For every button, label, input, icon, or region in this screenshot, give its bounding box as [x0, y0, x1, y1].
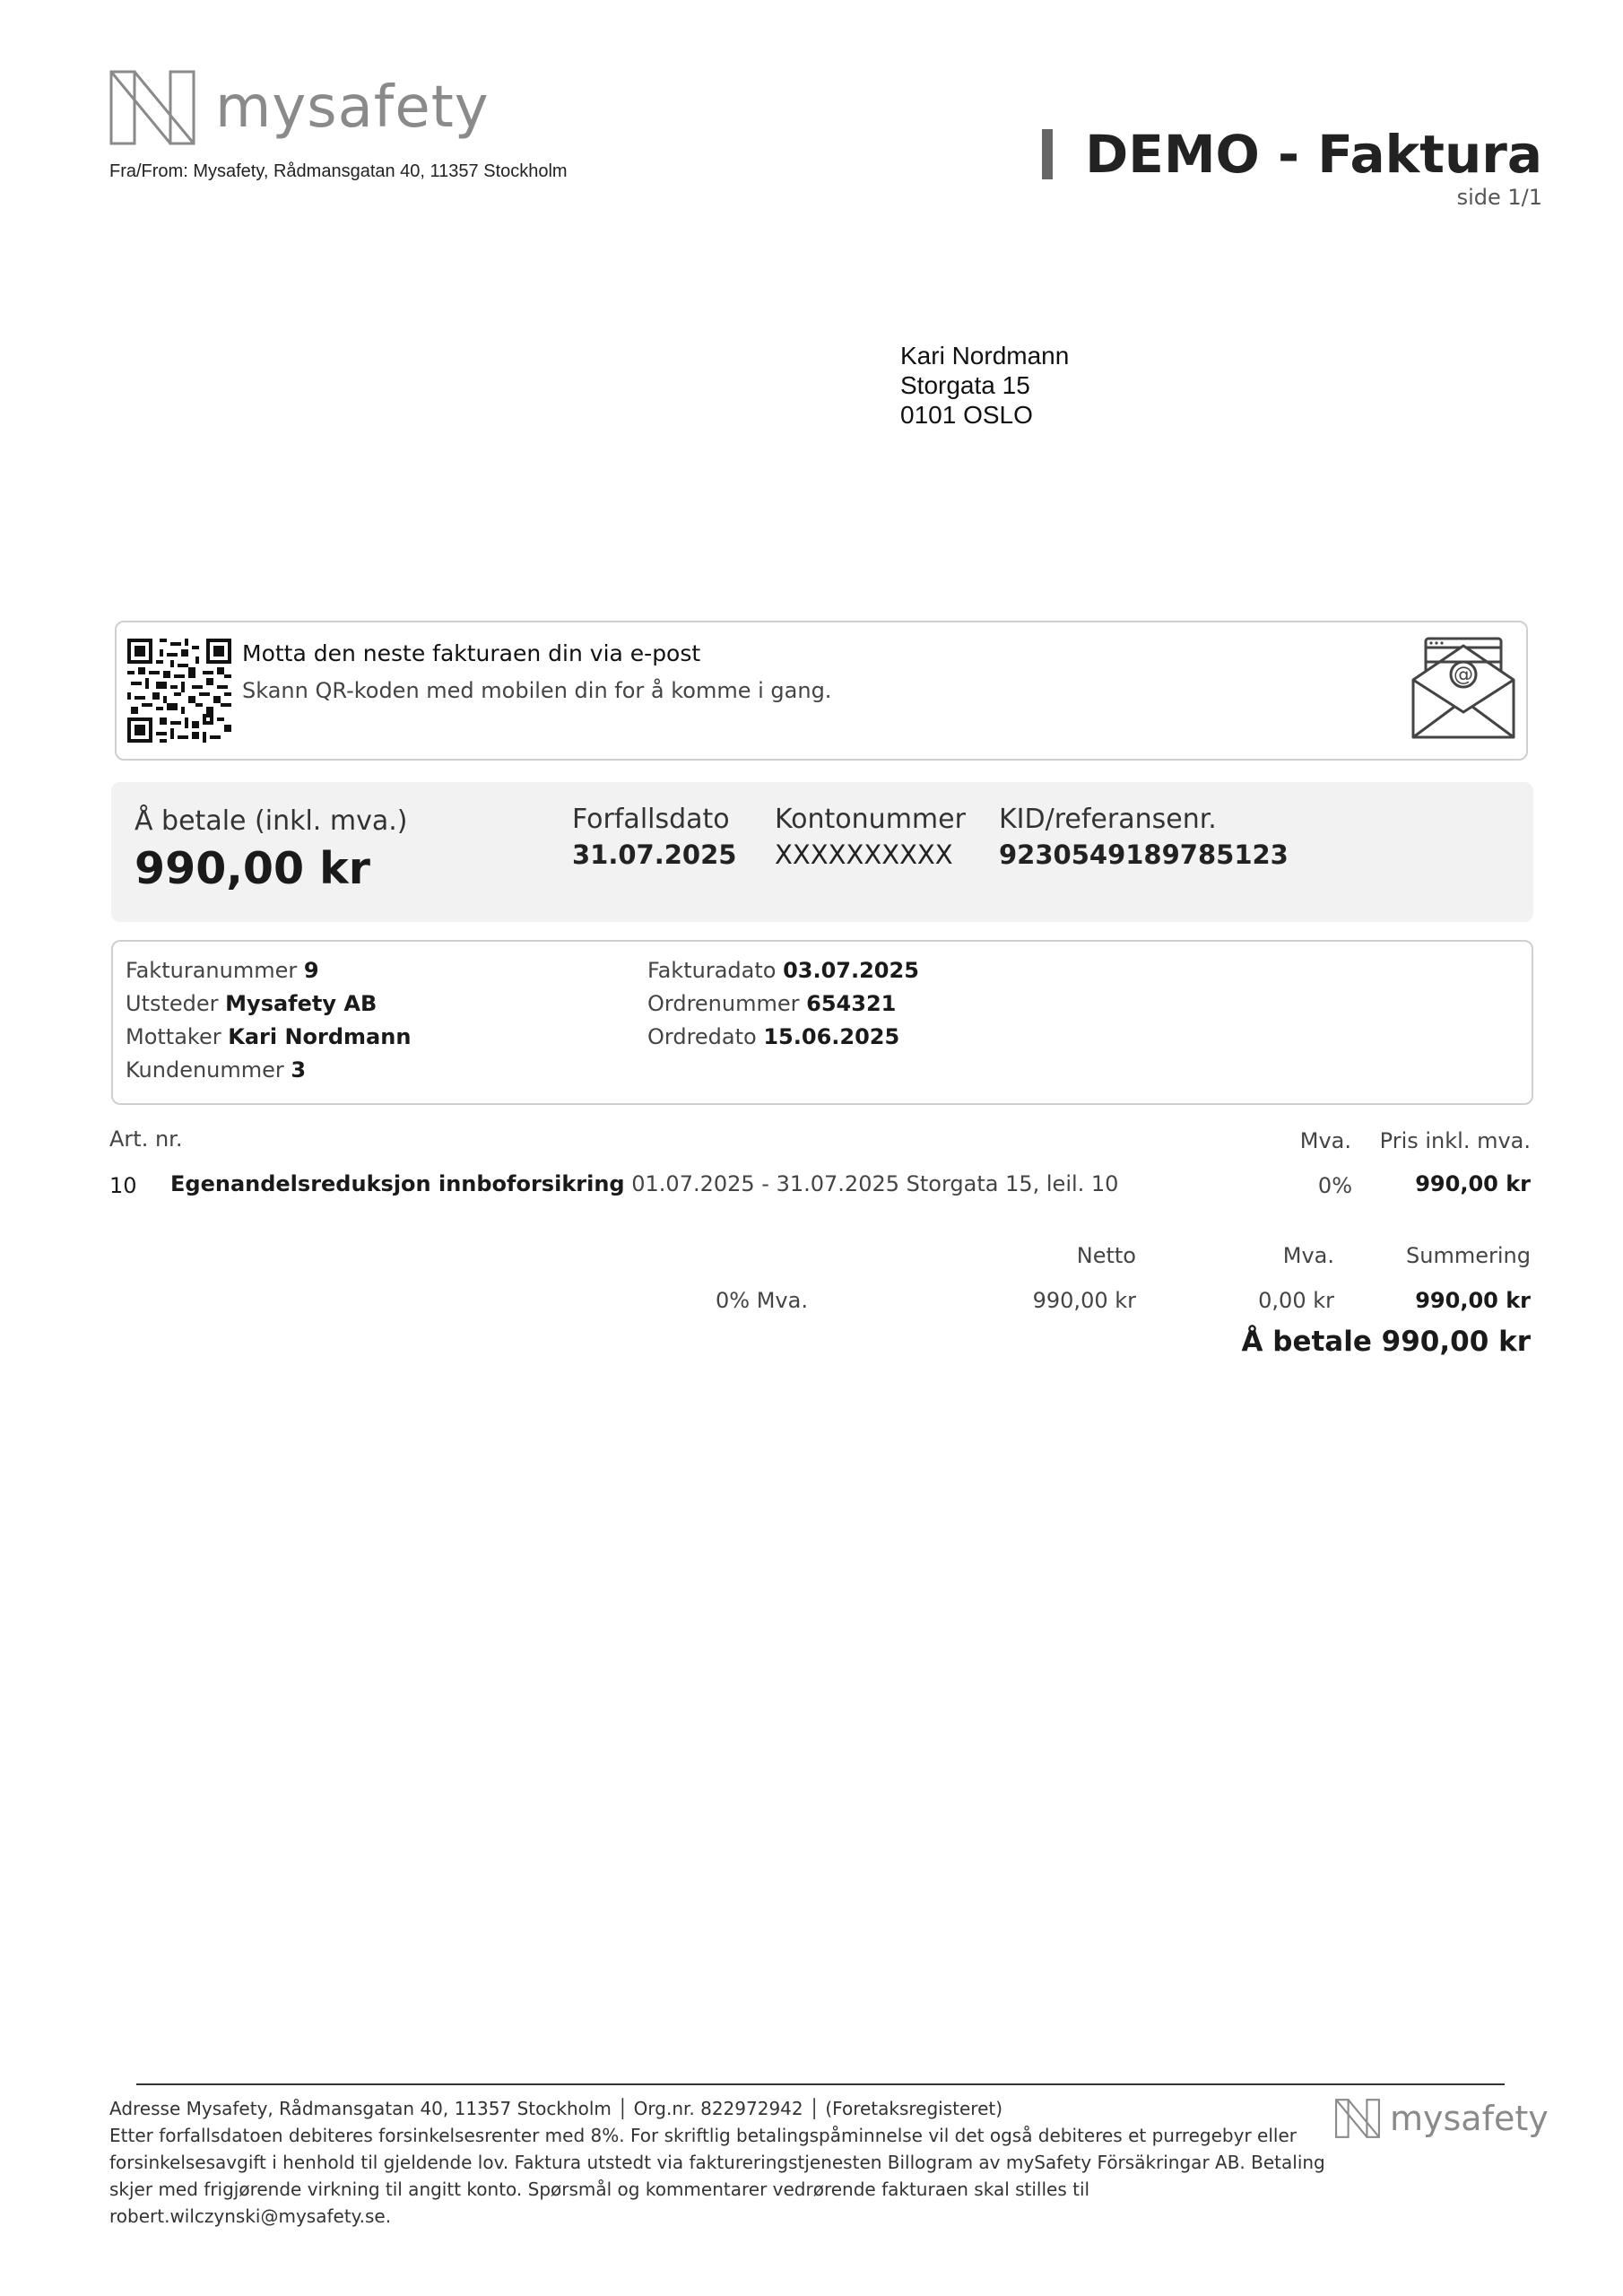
- invoice-number-row: [126, 958, 319, 983]
- payment-summary: [111, 782, 1533, 922]
- footer-text: [109, 2095, 1329, 2230]
- summary-net: 990,00 kr: [1032, 1288, 1136, 1313]
- customer-number: 3: [291, 1057, 307, 1083]
- col-header-art: Art. nr.: [109, 1126, 183, 1152]
- invoice-date: 03.07.2025: [783, 958, 919, 983]
- col-header-price: Pris inkl. mva.: [1379, 1128, 1531, 1153]
- invoice-number: 9: [303, 958, 319, 983]
- summary-vat: 0,00 kr: [1258, 1288, 1334, 1313]
- kid-label: KID/referansenr.: [999, 804, 1217, 835]
- footer-terms: Etter forfallsdatoen debiteres forsinkelsesrenter med 8%. For skriftlig betalingspåminnelse vil det også debiteres et purregebyr eller forsinkelsesavgift i henhold til gjeldende lov. Faktura utstedt via faktureringstjenesten Billogram av mySafety Försäkringar AB. Betaling skjer med frigjørende virkning til angitt konto. Spørsmål og kommentarer vedrørende fakturaen skal stilles til robert.wilczynski@mysafety.se.: [109, 2125, 1325, 2227]
- footer-divider: [136, 2083, 1505, 2085]
- line-description: [170, 1171, 1118, 1196]
- order-date: 15.06.2025: [763, 1024, 900, 1049]
- email-box-title: Motta den neste fakturaen din via e-post: [242, 640, 701, 666]
- receiver-row: [126, 1024, 411, 1049]
- issuer-label: Utsteder: [126, 991, 219, 1016]
- due-date-label: Forfallsdato: [572, 804, 730, 835]
- invoice-number-label: Fakturanummer: [126, 958, 298, 983]
- envelope-at-icon: [1410, 635, 1517, 741]
- recipient-city: 0101 OSLO: [900, 401, 1033, 429]
- summary-row-label: 0% Mva.: [716, 1288, 808, 1313]
- due-date: 31.07.2025: [572, 839, 737, 870]
- logo: [108, 68, 490, 147]
- summary-sum: 990,00 kr: [1415, 1288, 1531, 1313]
- invoice-date-row: [647, 958, 919, 983]
- summary-header-net: Netto: [1076, 1243, 1136, 1268]
- invoice-date-label: Fakturadato: [647, 958, 777, 983]
- customer-number-row: [126, 1057, 306, 1083]
- line-vat: 0%: [1317, 1173, 1352, 1198]
- issuer: Mysafety AB: [225, 991, 378, 1016]
- email-box-subtitle: Skann QR-koden med mobilen din for å komme i gang.: [242, 678, 832, 703]
- customer-number-label: Kundenummer: [126, 1057, 284, 1083]
- page-title: [1042, 124, 1542, 185]
- qr-code-icon: [127, 639, 231, 743]
- receiver-label: Mottaker: [126, 1024, 221, 1049]
- total-to-pay: Å betale 990,00 kr: [1241, 1326, 1531, 1358]
- order-date-row: [647, 1024, 899, 1049]
- line-product-name: Egenandelsreduksjon innboforsikring: [170, 1171, 625, 1196]
- footer-brand-name: mysafety: [1390, 2099, 1549, 2138]
- mysafety-logo-icon: [108, 68, 197, 147]
- mysafety-logo-icon: [1334, 2097, 1381, 2140]
- summary-header-vat: Mva.: [1282, 1243, 1334, 1268]
- recipient-name: Kari Nordmann: [900, 342, 1070, 370]
- account-label: Kontonummer: [775, 804, 966, 835]
- recipient-address: [900, 341, 1069, 430]
- footer-logo: [1334, 2097, 1549, 2140]
- account-number: XXXXXXXXXX: [775, 839, 953, 870]
- amount-due: 990,00 kr: [135, 843, 370, 894]
- summary-header-sum: Summering: [1406, 1243, 1531, 1268]
- title-bar: [1042, 129, 1053, 179]
- email-invoice-box: [115, 621, 1528, 761]
- page-number: side 1/1: [1456, 185, 1542, 210]
- kid-number: 9230549189785123: [999, 839, 1289, 870]
- col-header-vat: Mva.: [1299, 1128, 1351, 1153]
- line-price: 990,00 kr: [1415, 1171, 1531, 1196]
- amount-label: Å betale (inkl. mva.): [135, 805, 408, 837]
- order-number: 654321: [806, 991, 897, 1016]
- title-text: DEMO - Faktura: [1085, 124, 1542, 185]
- invoice-details: [111, 940, 1533, 1105]
- brand-name: mysafety: [215, 74, 490, 141]
- issuer-row: [126, 991, 377, 1016]
- recipient-street: Storgata 15: [900, 371, 1030, 399]
- order-number-row: [647, 991, 896, 1016]
- receiver: Kari Nordmann: [228, 1024, 412, 1049]
- order-number-label: Ordrenummer: [647, 991, 800, 1016]
- order-date-label: Ordredato: [647, 1024, 757, 1049]
- line-product-details: 01.07.2025 - 31.07.2025 Storgata 15, leil. 10: [631, 1171, 1119, 1196]
- footer-address: Adresse Mysafety, Rådmansgatan 40, 11357 Stockholm │ Org.nr. 822972942 │ (Foretaksregisteret): [109, 2098, 1003, 2119]
- line-art-number: 10: [109, 1173, 137, 1198]
- sender-address: Fra/From: Mysafety, Rådmansgatan 40, 11357 Stockholm: [109, 161, 568, 181]
- svg-text:@: @: [1454, 664, 1473, 686]
